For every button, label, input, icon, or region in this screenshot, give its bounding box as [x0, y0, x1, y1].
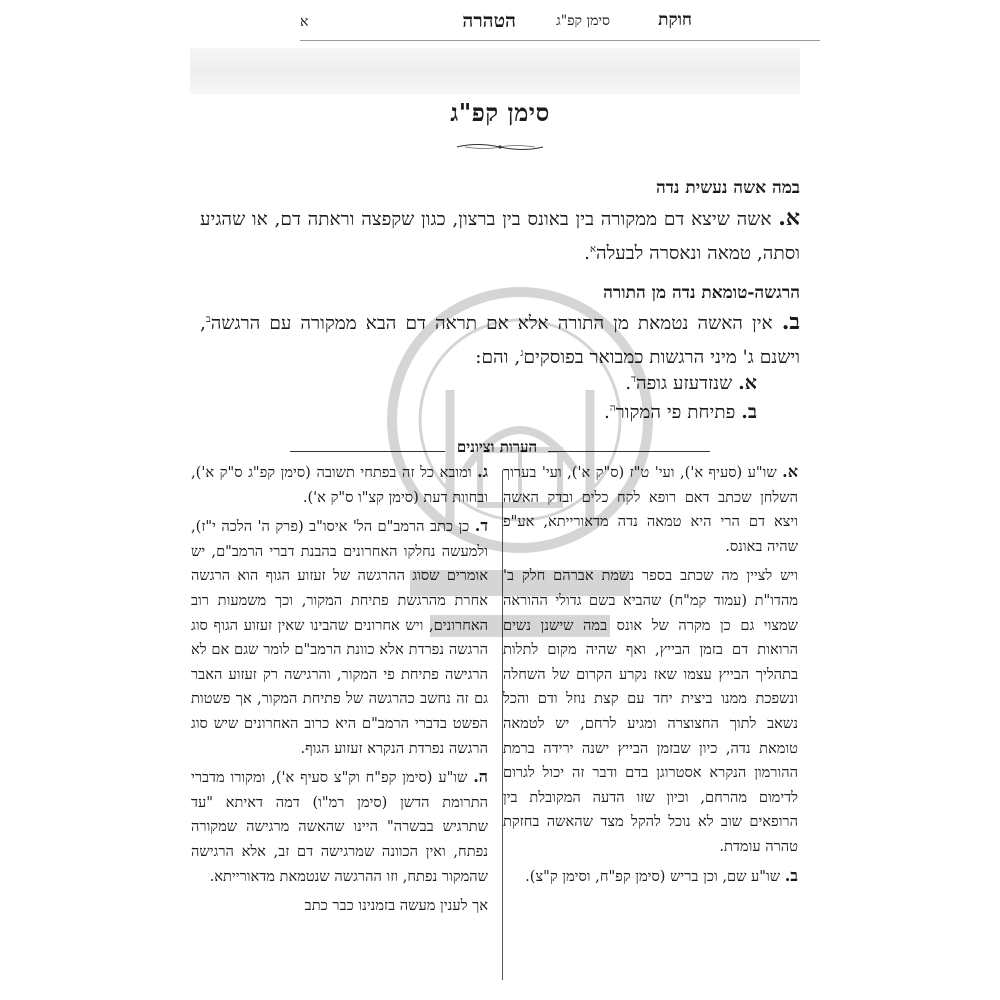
note-letter: ג. [477, 462, 489, 481]
section-letter-1: א. [778, 205, 800, 231]
section-heading-2: הרגשה-טומאת נדה מן התורה [603, 283, 800, 303]
section-text-2c: , והם: [475, 347, 521, 369]
siman-title: סימן קפ"ג [450, 98, 550, 127]
note-mark: ה [609, 402, 616, 414]
section-text-2: אין האשה נטמאת מן התורה אלא אם תראה דם הבא ממקורה עם הרגשה [210, 313, 773, 335]
note-text: שו"ע (סעיף א'), ועי' ט"ז (ס"ק א'), ועי' בערוך השלחן שכתב דאם רופא לקח כלים ובדק האשה ויצא דם הרי היא טמאה נדה מדאורייתא, אע"פ שהיה באונס. [503, 464, 798, 555]
note-item [191, 893, 488, 919]
note-text: ומובא כל זה בפתחי תשובה (סימן קפ"ג ס"ק א'), ובחוות דעת (סימן קצ"ו ס"ק א'). [191, 464, 488, 506]
header-rule [300, 40, 820, 41]
notes-title: הערות וציונים [456, 438, 538, 456]
ornament-divider [455, 141, 545, 153]
list-item-text: שנזדעזע גופה [635, 373, 733, 394]
note-item [191, 765, 488, 889]
section-letter-2: ב. [781, 309, 800, 336]
note-text: כן כתב הרמב"ם הל' איסו"ב (פרק ה' הלכה י"ז), ולמעשה נחלקו האחרונים בהבנת דברי הרמב"ם, יש אומרים שסוג ההרגשה של זעזוע הגוף הוא הרגשה אחרת מהרגשת פתיחת המקור, וכך משמעות רוב האחרונים, ויש אחרונים שהבינו שאין זעזוע הגוף סוג הרגשה נפרדת אלא כוונת הרמב"ם לומר שגם אם לא הרגישה פתיחת פי המקור, והרגישה רק זעזוע האבר גם זה נחשב כהרגשה של פתיחת המקור, אך פשטות הפשט בדברי הרמב"ם היא כרוב האחרונים שיש סוג הרגשה נפרדת הנקרא זעזוע הגוף. [191, 518, 488, 757]
note-letter: ד. [474, 516, 489, 536]
publisher-seal-watermark [370, 270, 670, 690]
list-item-letter: א. [738, 372, 757, 394]
note-mark: ב [205, 314, 211, 325]
note-item [503, 864, 798, 890]
section-text-2b: , וישנם ג' מיני הרגשות כמבואר בפוסקים [200, 313, 800, 369]
section-paragraph-1: א. אשה שיצא דם ממקורה בין באונס בין ברצון, כגון שקפצה וראתה דם, או שהגיע וסתה, טמאה ונאסרה לבעלה$^א$. [200, 205, 800, 265]
note-mark: ג [520, 348, 524, 360]
note-text: אך לענין מעשה בזמנינו כבר כתב [304, 897, 488, 915]
note-text: שו"ע (סימן קפ"ח וק"צ סעיף א'), ומקורו מדברי התרומת הדשן (סימן רמ"ו) דמה דאיתא "עד שתרגיש בבשרה" היינו שהאשה מרגישה שמקורה נפתח, ואין הכוונה שמרגישה דם זב, אלא הרגישה שהמקור נפתח, וזו ההרגשה שנטמאת מדאורייתא. [191, 769, 488, 885]
page-number: א [300, 14, 309, 30]
note-mark: ד [631, 373, 636, 385]
note-mark: א [589, 244, 596, 255]
note-letter: א. [782, 462, 799, 481]
note-text: שו"ע שם, וכן בריש (סימן קפ"ח, וסימן ק"צ). [525, 867, 781, 885]
print-smudge [190, 48, 800, 94]
note-letter: ב. [784, 865, 798, 885]
note-letter: ה. [473, 767, 488, 787]
section-text-1: אשה שיצא דם ממקורה בין באונס בין ברצון, כגון שקפצה וראתה דם, או שהגיע וסתה, טמאה ונאסרה לבעלה [200, 209, 800, 265]
running-header-left: הטהרה [462, 10, 516, 32]
note-text: ויש לציין מה שכתב בספר נשמת אברהם חלק ב' מהדו"ת (עמוד קמ"ח) שהביא בשם גדולי ההוראה שמצוי גם כן מקרה של אונס במה שישנן נשים הרואות דם בזמן הבייץ, ואף שהיה מקום לתלות בתהליך הבייץ עצמו שאז נקרע הקרום של השחלה ונשפכת ממנו ביצית יחד עם קצת נוזל ודם והכל נשאב לתוך החצוצרה ומגיע לרחם, יש לטמאה טומאת נדה, כיון שבזמן הבייץ ישנה ירידה ברמת ההורמון הנקרא אסטרוגן בדם ודבר זה יכול לגרום לדימום מהרחם, וכיון שזו הדעה המקובלת בין הרופאים שוב לא נוכל להקל מצד שהאשה בחזקת טהרה עומדת. [503, 567, 798, 855]
list-item-letter: ב. [741, 401, 757, 423]
section-heading-1: במה אשה נעשית נדה [655, 178, 800, 198]
list-item: א. שנזדעזע גופה$^ד$. [625, 372, 757, 394]
running-header-right: חוקת [658, 10, 692, 30]
running-header-middle: סימן קפ"ג [556, 13, 610, 29]
list-item: ב. פתיחת פי המקור$^ה$. [603, 401, 757, 423]
list-item-text: פתיחת פי המקור [615, 402, 736, 423]
